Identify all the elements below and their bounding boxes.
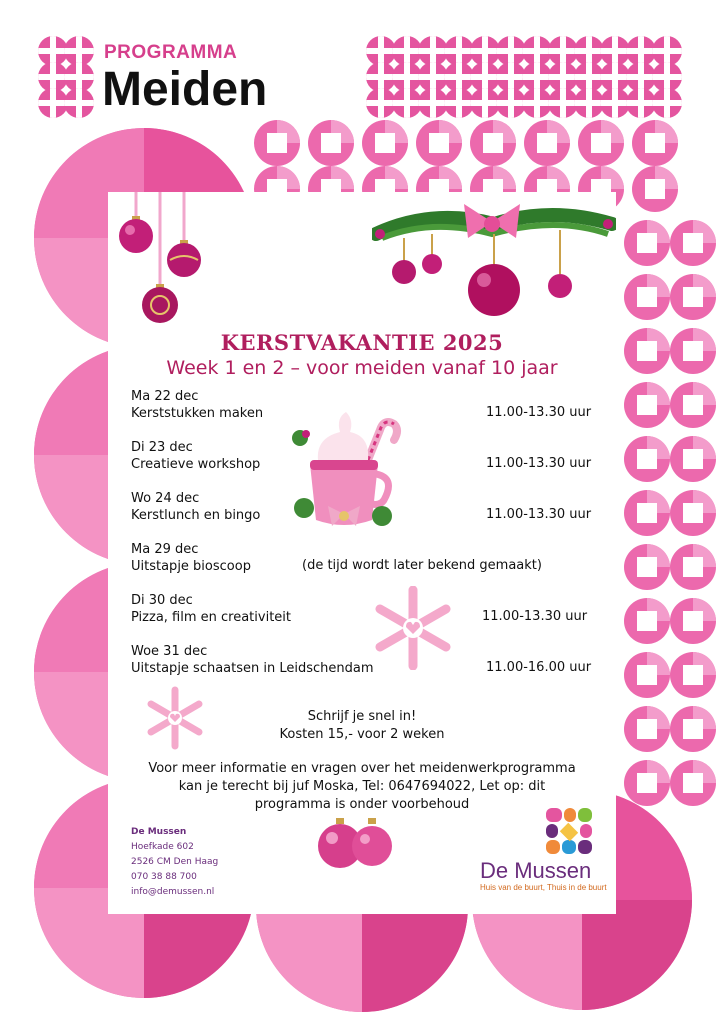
schedule-day: Ma 29 dec: [131, 542, 199, 557]
schedule-activity: Kerstlunch en bingo: [131, 508, 261, 523]
schedule-item: [131, 643, 374, 677]
schedule-activity: Kerststukken maken: [131, 406, 264, 421]
schedule-item: [131, 541, 251, 575]
schedule-time: 11.00-16.00 uur: [486, 660, 592, 675]
schedule-time: 11.00-13.30 uur: [482, 609, 588, 624]
address-city: 2526 CM Den Haag: [131, 857, 219, 867]
schedule-time: 11.00-13.30 uur: [486, 405, 592, 420]
program-label: PROGRAMMA: [104, 42, 238, 63]
de-mussen-logo-icon: [542, 806, 596, 856]
info-line-3: programma is onder voorbehoud: [254, 797, 470, 812]
logo-name: De Mussen: [480, 858, 592, 883]
info-line-1: Voor meer informatie en vragen over het meidenwerkprogramma: [148, 761, 576, 776]
schedule-item: [131, 439, 260, 473]
christmas-garland-icon: [372, 194, 616, 320]
address-block: [131, 825, 218, 900]
schedule-item: [131, 592, 291, 626]
event-subtitle: Week 1 en 2 – voor meiden vanaf 10 jaar: [166, 357, 558, 379]
schedule-activity: Pizza, film en creativiteit: [131, 610, 291, 625]
address-name: De Mussen: [131, 827, 187, 837]
schedule-day: Di 30 dec: [131, 593, 193, 608]
schedule-activity: Uitstapje bioscoop: [131, 559, 251, 574]
address-email[interactable]: info@demussen.nl: [131, 887, 215, 897]
signup-line-2: Kosten 15,- voor 2 weken: [279, 727, 445, 742]
schedule-day: Ma 22 dec: [131, 389, 199, 404]
schedule-time: 11.00-13.30 uur: [486, 456, 592, 471]
hanging-ornaments-icon: [112, 192, 212, 332]
snowflake-icon: [372, 586, 454, 670]
info-line-2: kan je terecht bij juf Moska, Tel: 0647694022, Let op: dit: [178, 779, 546, 794]
schedule-activity: Creatieve workshop: [131, 457, 261, 472]
event-title: KERSTVAKANTIE 2025: [220, 330, 504, 355]
schedule-time: (de tijd wordt later bekend gemaakt): [302, 558, 542, 573]
signup-line-1: Schrijf je snel in!: [307, 709, 417, 724]
schedule-item: [131, 490, 260, 524]
address-street: Hoefkade 602: [131, 842, 194, 852]
logo-tagline: Huis van de buurt, Thuis in de buurt: [480, 883, 607, 892]
schedule-item: [131, 388, 263, 422]
schedule-time: 11.00-13.30 uur: [486, 507, 592, 522]
hot-chocolate-icon: [288, 408, 406, 540]
schedule-day: Wo 24 dec: [131, 491, 200, 506]
schedule-day: Woe 31 dec: [131, 644, 208, 659]
page-title: Meiden: [102, 63, 268, 116]
address-phone: 070 38 88 700: [131, 872, 197, 882]
schedule-activity: Uitstapje schaatsen in Leidschendam: [131, 661, 374, 676]
schedule-day: Di 23 dec: [131, 440, 193, 455]
baubles-icon: [316, 816, 396, 872]
